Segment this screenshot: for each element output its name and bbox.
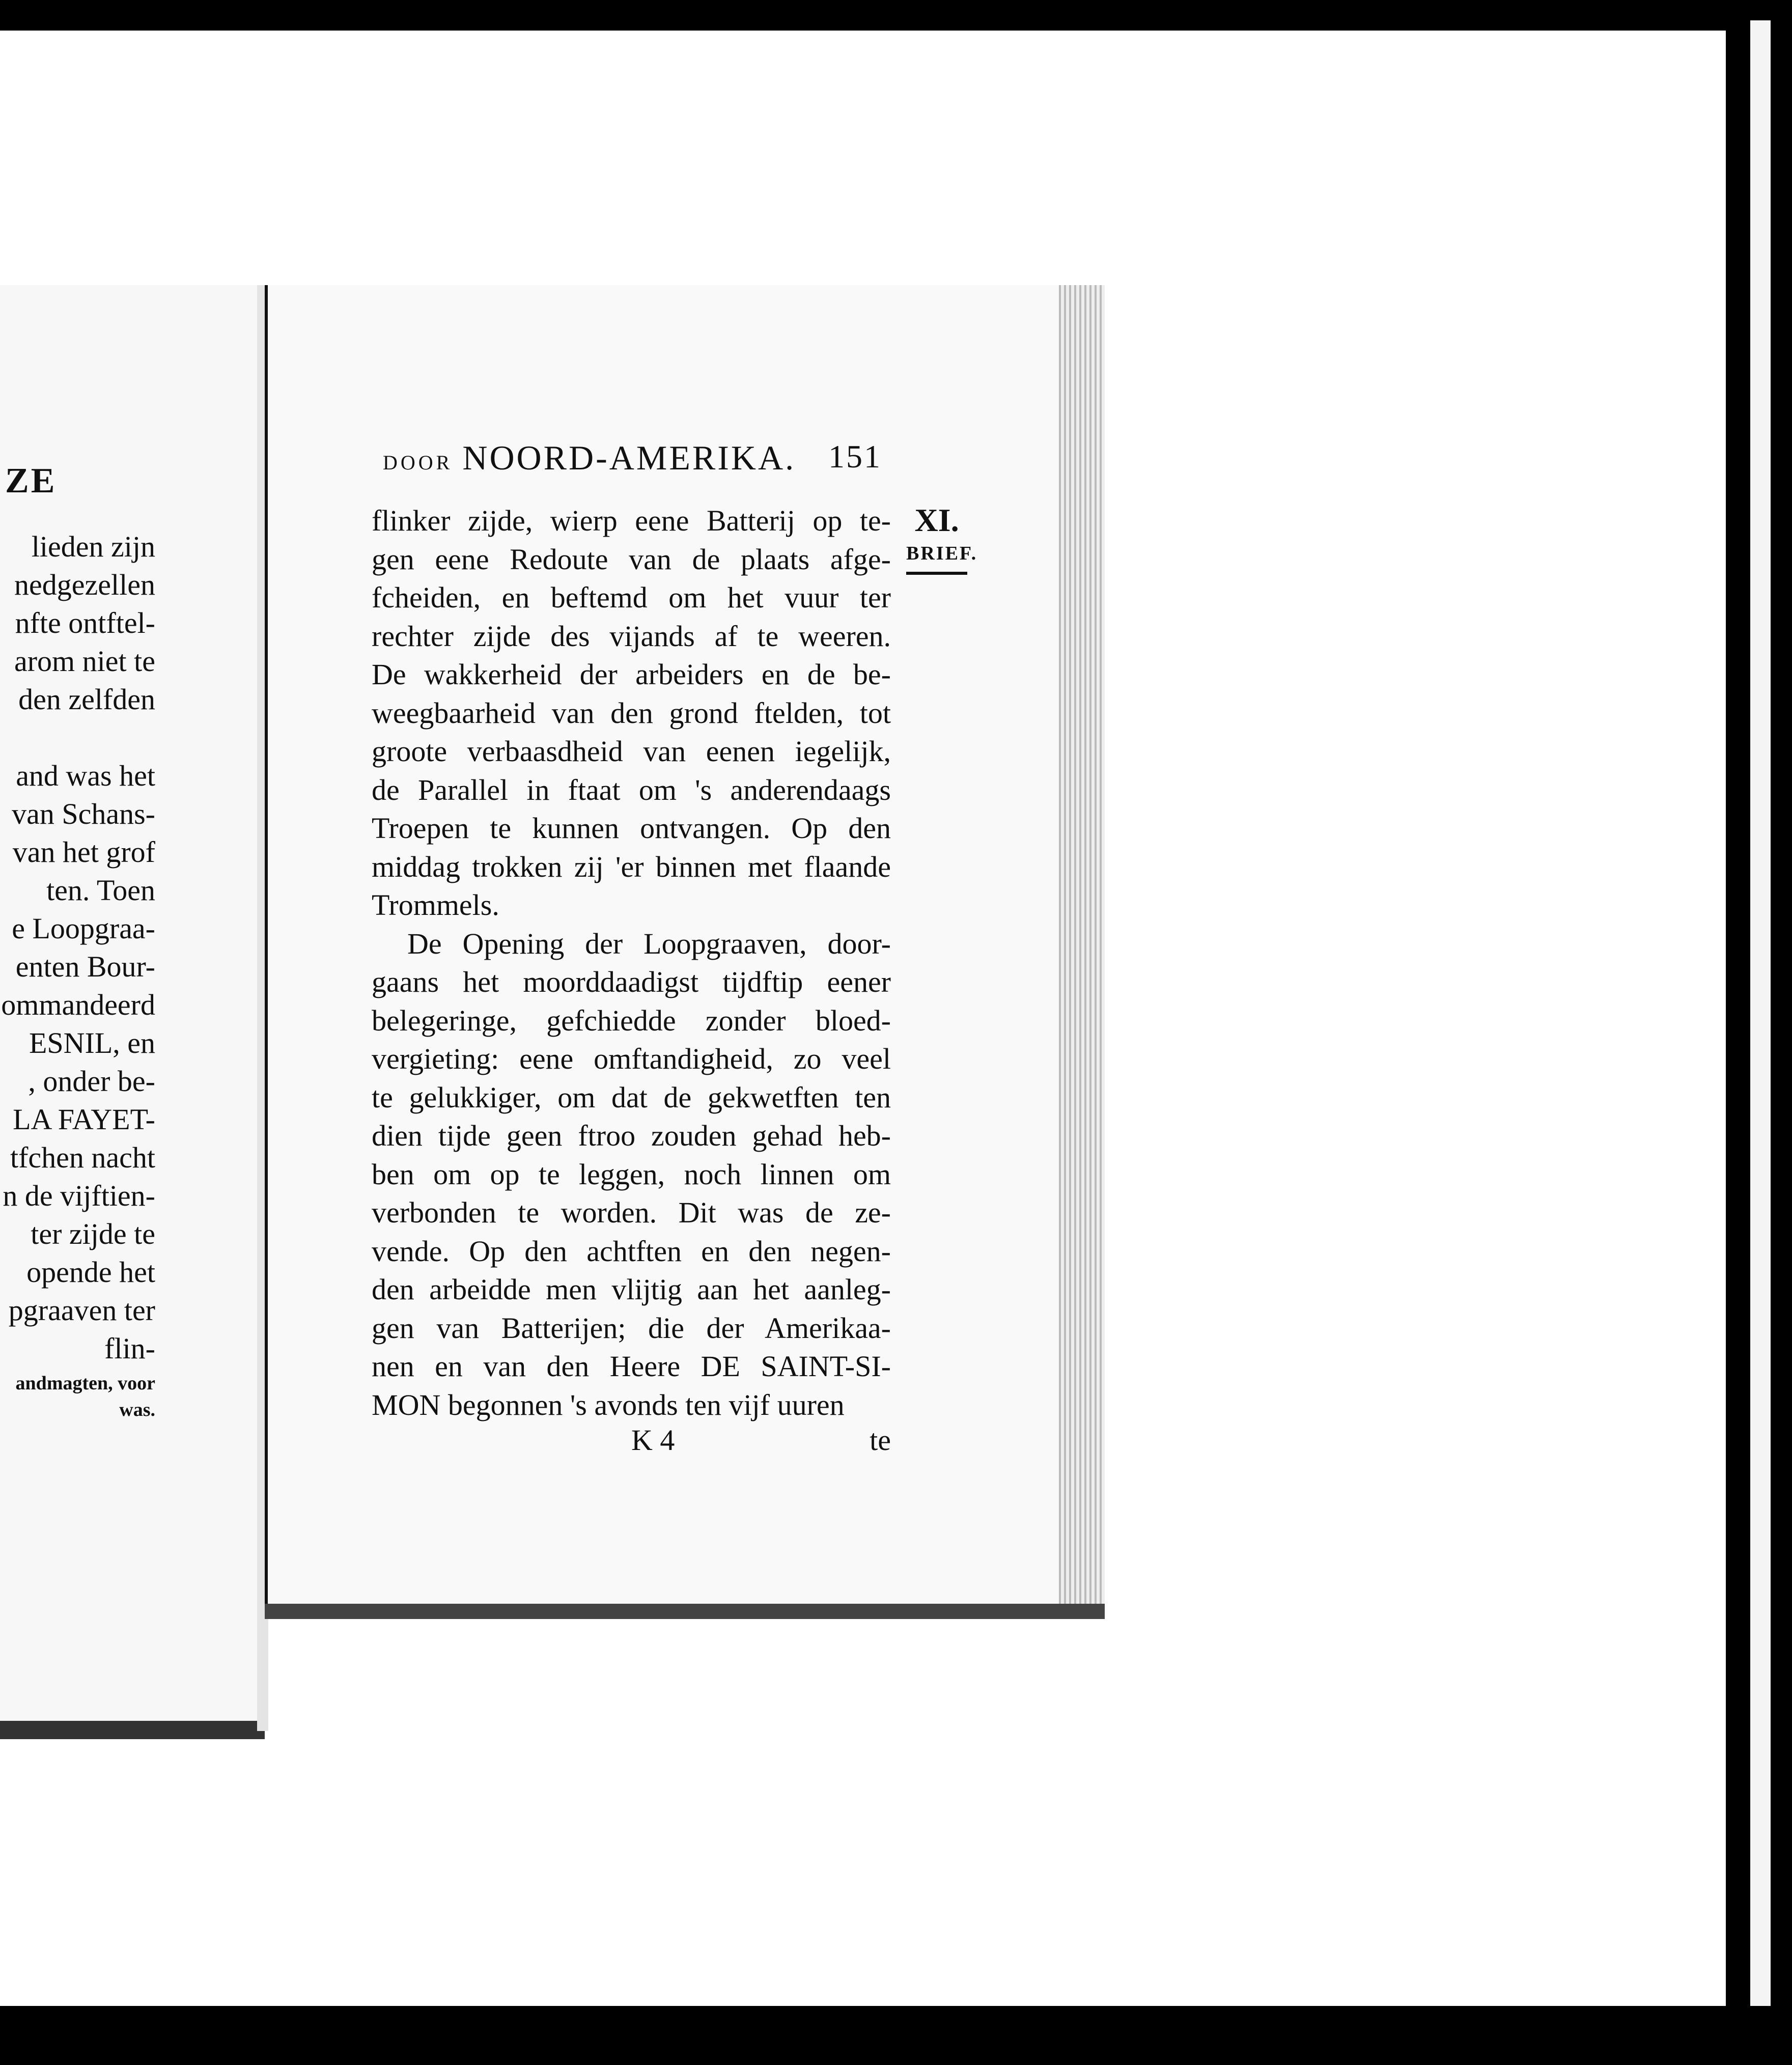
letter-number: XI.	[914, 502, 959, 538]
left-text-line: e Loopgraa-	[12, 912, 155, 945]
left-text-line: enten Bour-	[15, 950, 155, 983]
text-line: vergieting: eene omftandigheid, zo veel	[372, 1042, 891, 1075]
running-head-title: NOORD-AMERIKA.	[462, 438, 796, 477]
left-page-shadow	[0, 1721, 265, 1739]
text-line: verbonden te worden. Dit was de ze-	[372, 1196, 891, 1229]
page-edges	[1059, 285, 1105, 1609]
text-line: den arbeidde men vlijtig aan het aanleg-	[372, 1273, 891, 1306]
page-footer	[372, 1423, 891, 1464]
under-page	[183, 1619, 1110, 1746]
text-line: gen van Batterijen; die der Amerikaa-	[372, 1311, 891, 1345]
left-text-line: nfte ontftel-	[15, 606, 155, 639]
text-line: fcheiden, en beftemd om het vuur ter	[372, 581, 891, 614]
running-head-prefix: DOOR	[383, 451, 453, 474]
text-line: groote verbaasdheid van eenen iegelijk,	[372, 735, 891, 768]
left-footnote-line: was.	[119, 1399, 155, 1420]
left-text-line: lieden zijn	[31, 530, 155, 563]
text-line: Troepen te kunnen ontvangen. Op den	[372, 812, 891, 845]
left-text-line: ten. Toen	[46, 874, 155, 907]
text-line: De wakkerheid der arbeiders en de be-	[372, 658, 891, 691]
signature-mark: K 4	[631, 1424, 675, 1457]
text-line: flinker zijde, wierp eene Batterij op te-	[372, 504, 891, 537]
left-text-line: van Schans-	[12, 797, 155, 830]
left-text-line: ommandeerd	[1, 988, 155, 1021]
left-text-line: opende het	[26, 1255, 155, 1289]
text-line: MON begonnen 's avonds ten vijf uuren	[372, 1388, 845, 1421]
left-text-line: ter zijde te	[31, 1217, 155, 1250]
left-text-line: flin-	[104, 1332, 155, 1365]
scan-border-bottom	[0, 2006, 1792, 2065]
margin-note	[906, 501, 978, 575]
left-page-heading: ZE	[5, 461, 57, 500]
text-line: dien tijde geen ftroo zouden gehad heb-	[372, 1119, 891, 1152]
left-page	[0, 285, 260, 1731]
text-line: vende. Op den achtften en den negen-	[372, 1234, 891, 1268]
text-line: nen en van den Heere DE SAINT-SI-	[372, 1350, 891, 1383]
text-line: gaans het moorddaadigst tijdftip eener	[372, 965, 891, 998]
left-text-line: and was het	[16, 759, 155, 792]
left-text-line: pgraaven ter	[8, 1294, 155, 1327]
left-text-line: van het grof	[12, 835, 155, 869]
text-line: gen eene Redoute van de plaats afge-	[372, 542, 891, 576]
page-number: 151	[828, 438, 882, 475]
text-line: Trommels.	[372, 888, 499, 922]
text-line: ben om op te leggen, noch linnen om	[372, 1157, 891, 1191]
text-line: belegeringe, gefchiedde zonder bloed-	[372, 1003, 891, 1037]
text-line: De Opening der Loopgraaven, door-	[407, 927, 891, 960]
text-line: middag trokken zij 'er binnen met flaande	[372, 850, 891, 883]
left-text-line: ESNIL, en	[29, 1026, 155, 1059]
catchword: te	[870, 1424, 891, 1457]
margin-rule	[906, 572, 967, 575]
text-line: de Parallel in ftaat om 's anderendaags	[372, 773, 891, 806]
left-text-line: LA FAYET-	[13, 1103, 155, 1136]
left-text-line: tfchen nacht	[10, 1141, 155, 1174]
page-bottom-edge	[265, 1604, 1105, 1619]
left-text-line: den zelfden	[18, 683, 155, 716]
letter-label: BRIEF.	[906, 543, 978, 564]
running-head	[383, 438, 882, 478]
text-line: rechter zijde des vijands af te weeren.	[372, 619, 891, 653]
scan-edge-right	[1750, 20, 1771, 2006]
left-footnote-line: andmagten, voor	[15, 1373, 155, 1394]
text-line: te gelukkiger, om dat de gekwetften ten	[372, 1080, 891, 1114]
body-text	[372, 501, 891, 1424]
left-text-line: nedgezellen	[14, 568, 155, 601]
left-text-line: arom niet te	[14, 645, 155, 678]
left-text-line: , onder be-	[28, 1065, 155, 1098]
left-text-line: n de vijftien-	[3, 1179, 155, 1212]
text-line: weegbaarheid van den grond ftelden, tot	[372, 696, 891, 730]
